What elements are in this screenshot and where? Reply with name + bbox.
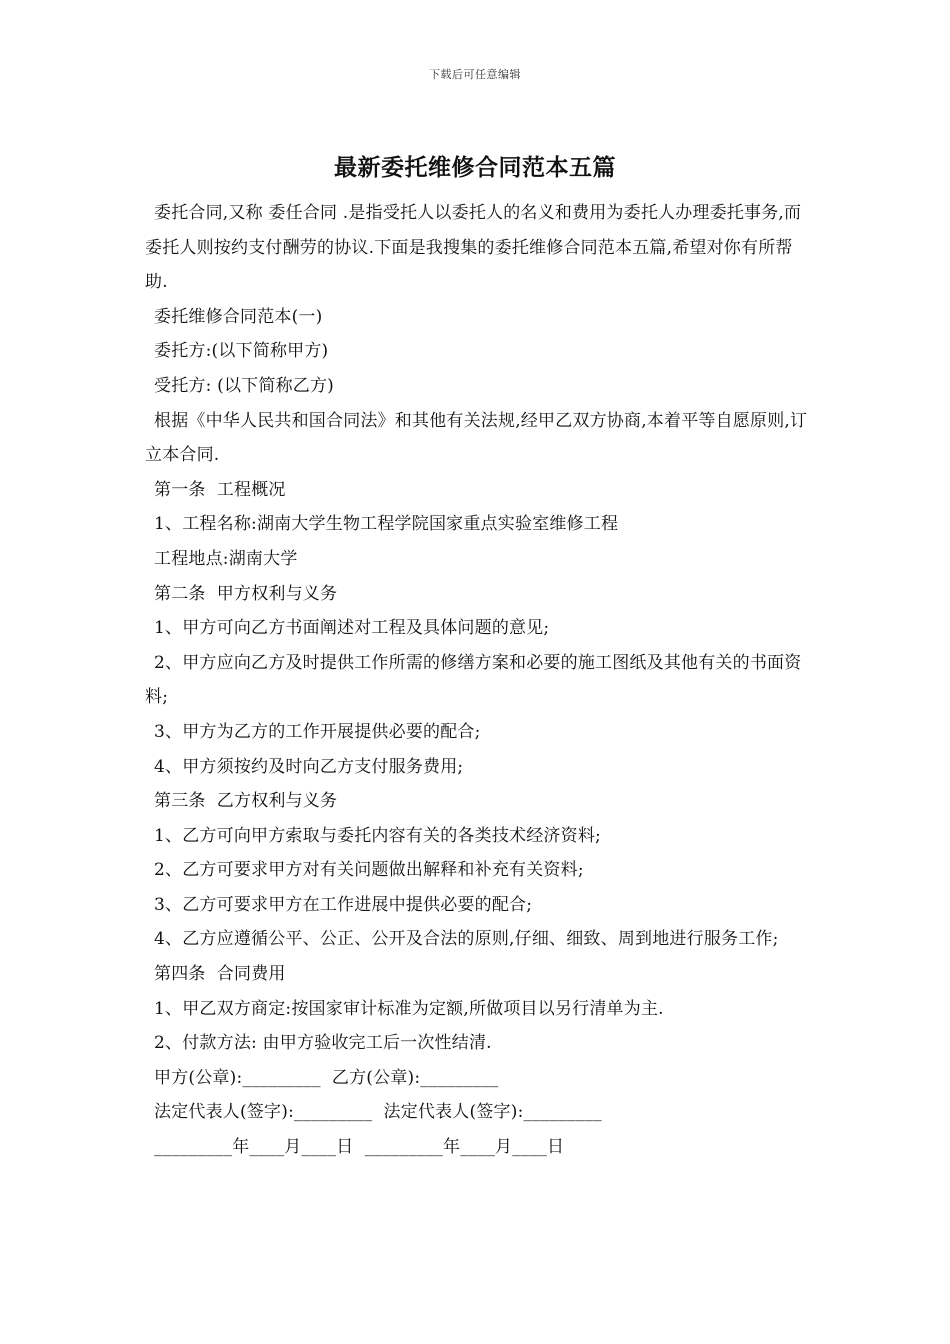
article-4-item-2: 2、付款方法: 由甲方验收完工后一次性结清. [154, 1033, 492, 1054]
article-1-heading: 第一条 工程概况 [154, 479, 286, 500]
date-signature-line: _________年____月____日 _________年____月____日 [154, 1137, 565, 1158]
contract-heading: 委托维修合同范本(一) [154, 306, 323, 327]
article-3-item-4: 4、乙方应遵循公平、公正、公开及合法的原则,仔细、细致、周到地进行服务工作; [154, 929, 779, 950]
article-2-item-2: 2、甲方应向乙方及时提供工作所需的修缮方案和必要的施工图纸及其他有关的书面资料; [145, 652, 802, 708]
legal-basis-paragraph: 根据《中华人民共和国合同法》和其他有关法规,经甲乙双方协商,本着平等自愿原则,订立本合同. [145, 410, 808, 466]
contractor-party-line: 受托方: (以下简称乙方) [154, 375, 334, 396]
seal-signature-line: 甲方(公章):_________ 乙方(公章):_________ [154, 1067, 499, 1088]
article-2-heading: 第二条 甲方权利与义务 [154, 583, 338, 604]
article-1-item-location: 工程地点:湖南大学 [154, 548, 298, 569]
client-party-line: 委托方:(以下简称甲方) [154, 341, 329, 362]
article-2-item-1: 1、甲方可向乙方书面阐述对工程及具体问题的意见; [154, 618, 550, 639]
article-4-heading: 第四条 合同费用 [154, 964, 286, 985]
article-4-item-1: 1、甲乙双方商定:按国家审计标准为定额,所做项目以另行清单为主. [154, 998, 664, 1019]
intro-paragraph: 委托合同,又称 委任合同 .是指受托人以委托人的名义和费用为委托人办理委托事务,而委托人则按约支付酬劳的协议.下面是我搜集的委托维修合同范本五篇,希望对你有所帮助. [145, 203, 802, 293]
article-3-item-3: 3、乙方可要求甲方在工作进展中提供必要的配合; [154, 894, 533, 915]
article-2-item-4: 4、甲方须按约及时向乙方支付服务费用; [154, 756, 464, 777]
document-body [145, 196, 810, 1165]
article-2-item-3: 3、甲方为乙方的工作开展提供必要的配合; [154, 721, 481, 742]
article-3-item-1: 1、乙方可向甲方索取与委托内容有关的各类技术经济资料; [154, 825, 601, 846]
article-3-item-2: 2、乙方可要求甲方对有关问题做出解释和补充有关资料; [154, 860, 584, 881]
representative-signature-line: 法定代表人(签字):_________ 法定代表人(签字):_________ [154, 1102, 602, 1123]
article-1-item-1: 1、工程名称:湖南大学生物工程学院国家重点实验室维修工程 [154, 514, 619, 535]
page-header: 下载后可任意编辑 [429, 68, 521, 81]
article-3-heading: 第三条 乙方权利与义务 [154, 791, 338, 812]
document-title: 最新委托维修合同范本五篇 [334, 154, 616, 181]
